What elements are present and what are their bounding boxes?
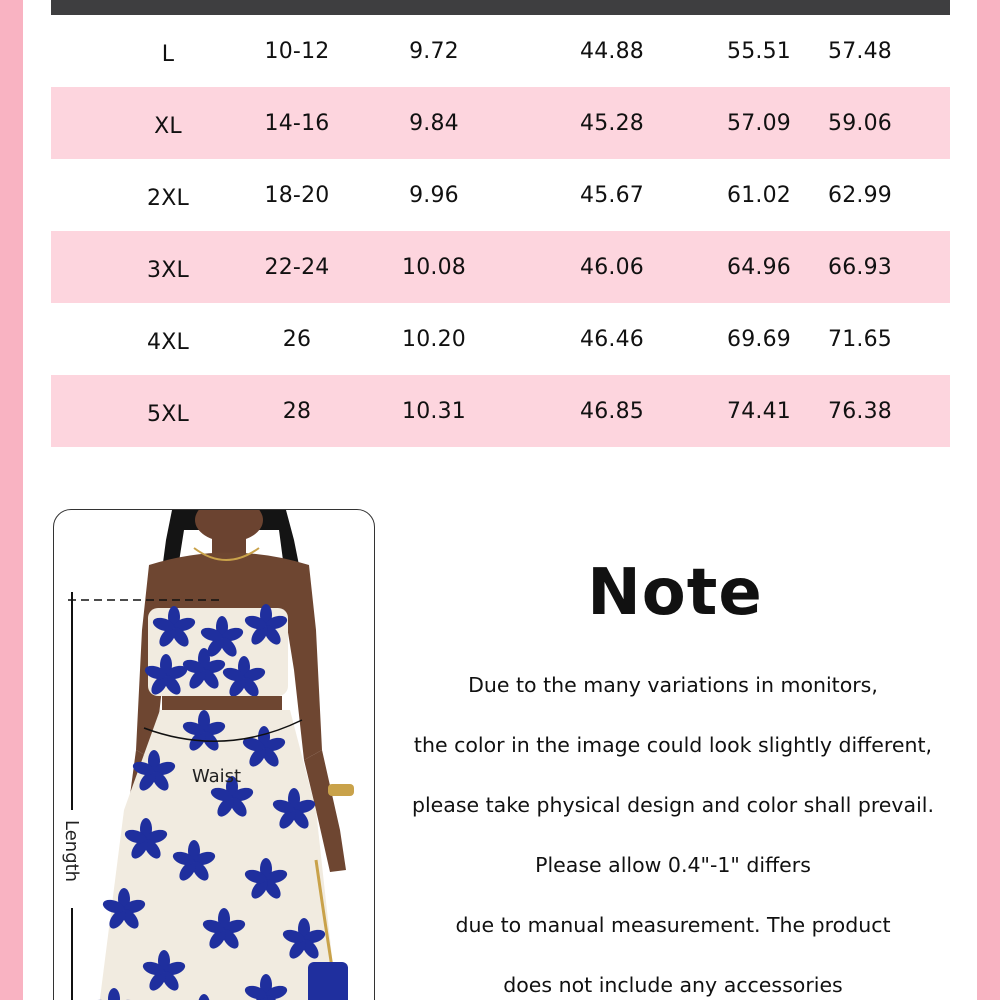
measurement-cell: 74.41	[727, 398, 791, 424]
table-row	[51, 375, 950, 447]
size-cell: XL	[154, 113, 182, 139]
size-cell: 3XL	[147, 257, 189, 283]
note-title: Note	[587, 556, 763, 630]
measurement-cell: 10.31	[402, 398, 466, 424]
measurement-cell: 46.46	[580, 326, 644, 352]
measurement-cell: 69.69	[727, 326, 791, 352]
measurement-cell: 10.08	[402, 254, 466, 280]
measurement-cell: 9.84	[409, 110, 459, 136]
us-size-cell: 26	[282, 326, 312, 352]
measurement-cell: 9.72	[409, 38, 459, 64]
table-row	[51, 231, 950, 303]
us-size-cell: 22-24	[264, 254, 330, 280]
size-cell: 5XL	[147, 401, 189, 427]
right-pink-border	[977, 0, 1000, 1000]
us-size-cell: 18-20	[264, 182, 330, 208]
measurement-cell: 57.09	[727, 110, 791, 136]
waist-label: Waist	[192, 766, 242, 787]
measurement-cell: 9.96	[409, 182, 459, 208]
measurement-cell: 46.06	[580, 254, 644, 280]
note-line: due to manual measurement. The product	[455, 913, 891, 937]
table-row	[51, 303, 950, 375]
table-row	[51, 15, 950, 87]
measurement-cell: 10.20	[402, 326, 466, 352]
note-line: Please allow 0.4"-1" differs	[535, 853, 811, 877]
midriff	[162, 696, 282, 712]
measurement-cell: 71.65	[828, 326, 892, 352]
size-chart-table	[51, 15, 950, 447]
handbag	[308, 962, 348, 1000]
table-row	[51, 87, 950, 159]
measurement-cell: 55.51	[727, 38, 791, 64]
measurement-cell: 64.96	[727, 254, 791, 280]
us-size-cell: 10-12	[264, 38, 330, 64]
measurement-cell: 62.99	[828, 182, 892, 208]
measurement-cell: 61.02	[727, 182, 791, 208]
measurement-cell: 57.48	[828, 38, 892, 64]
note-text	[395, 667, 951, 1000]
size-cell: 2XL	[147, 185, 189, 211]
model-illustration	[54, 510, 375, 1000]
size-cell: L	[161, 41, 175, 67]
bracelet	[328, 784, 354, 796]
measurement-cell: 46.85	[580, 398, 644, 424]
product-photo-card	[53, 509, 375, 1000]
left-pink-border	[0, 0, 23, 1000]
note-line: does not include any accessories	[503, 973, 843, 997]
table-header-bar	[51, 0, 950, 15]
measurement-cell: 66.93	[828, 254, 892, 280]
us-size-cell: 14-16	[264, 110, 330, 136]
measurement-cell: 76.38	[828, 398, 892, 424]
size-cell: 4XL	[147, 329, 189, 355]
measurement-cell: 59.06	[828, 110, 892, 136]
table-row	[51, 159, 950, 231]
note-line: the color in the image could look slightly different,	[413, 733, 933, 757]
measurement-cell: 44.88	[580, 38, 644, 64]
note-line: please take physical design and color shall prevail.	[411, 793, 935, 817]
us-size-cell: 28	[282, 398, 312, 424]
measurement-cell: 45.67	[580, 182, 644, 208]
note-line: Due to the many variations in monitors,	[468, 673, 878, 697]
measurement-cell: 45.28	[580, 110, 644, 136]
length-label: Length	[61, 820, 82, 883]
